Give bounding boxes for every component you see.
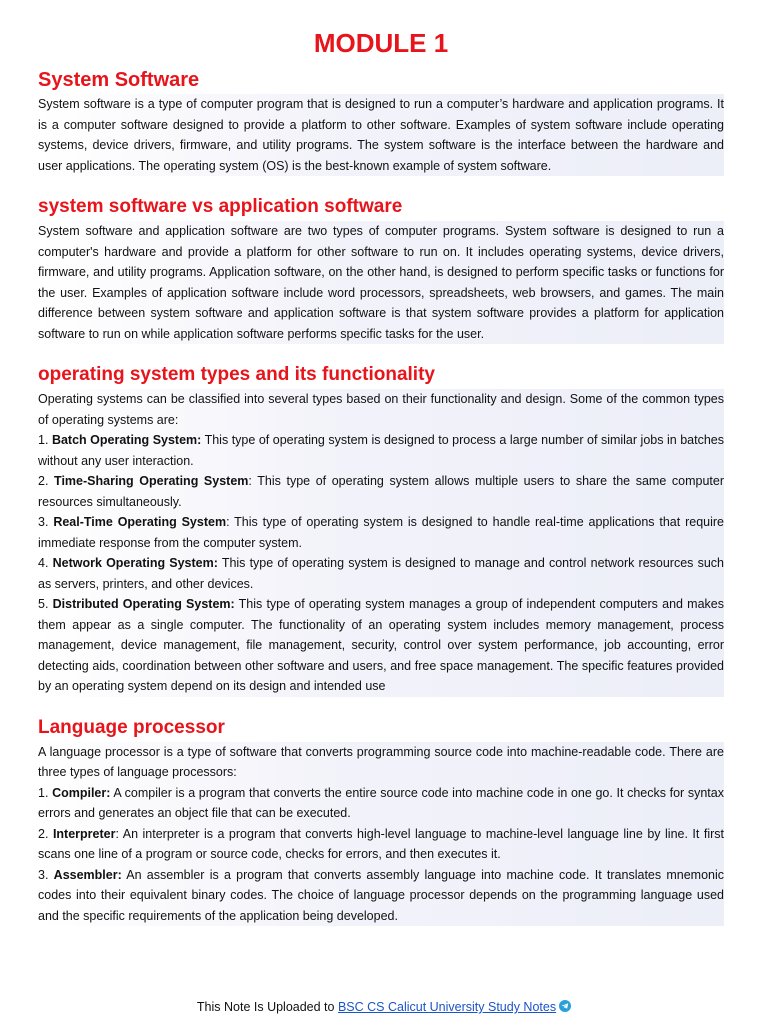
section-language-processor [38,714,724,927]
list-item: 1. Compiler: A compiler is a program that converts the entire source code into machine code in one go. It checks for syntax errors and generates an object file that can be executed. [38,783,724,824]
section-intro: Operating systems can be classified into several types based on their functionality and design. Some of the common types of operating systems are: [38,389,724,430]
list-item: 2. Time-Sharing Operating System: This type of operating system allows multiple users to share the same computer resources simultaneously. [38,471,724,512]
section-heading: system software vs application software [38,196,403,217]
document-page [38,26,724,926]
section-system-software [38,66,724,176]
page-title: MODULE 1 [313,28,449,58]
section-paragraph: System software and application software are two types of computer programs. System software is designed to run a computer's hardware and provide a platform for other software to run on. It includes operating systems, device drivers, firmware, and utility programs. Application software, on the other hand, is designed to perform specific tasks or functions for the user. Examples of application software include word processors, spreadsheets, web browsers, and games. The main difference between system software and application software is that system software provides a platform for application software to run on while application software performs specific tasks for the user. [38,221,724,344]
list-item: 2. Interpreter: An interpreter is a program that converts high-level language to machine-level language line by line. It first scans one line of a program or source code, checks for errors, and then executes it. [38,824,724,865]
section-heading: operating system types and its functionality [38,364,435,385]
section-heading: Language processor [38,716,225,738]
footer-note [0,998,768,1016]
section-os-types [38,361,724,697]
list-item: 4. Network Operating System: This type of operating system is designed to manage and control network resources such as servers, printers, and other devices. [38,553,724,594]
section-heading: System Software [38,69,200,91]
list-item: 3. Real-Time Operating System: This type of operating system is designed to handle real-time applications that require immediate response from the computer system. [38,512,724,553]
telegram-icon[interactable] [559,1000,571,1012]
list-item: 1. Batch Operating System: This type of operating system is designed to process a large number of similar jobs in batches without any user interaction. [38,430,724,471]
section-intro: A language processor is a type of software that converts programming source code into machine-readable code. There are three types of language processors: [38,742,724,783]
section-system-vs-application [38,193,724,344]
list-item: 5. Distributed Operating System: This type of operating system manages a group of independent computers and makes them appear as a single computer. The functionality of an operating system includes memory management, process management, device management, file management, security, control over system performance, job accounting, error detecting aids, coordination between other software and users, and free space management. The specific features provided by an operating system depend on its design and intended use [38,594,724,697]
section-paragraph: System software is a type of computer program that is designed to run a computer’s hardware and application programs. It is a computer software designed to provide a platform to other software. Examples of system software include operating systems, device drivers, firmware, and utility programs. The system software is the interface between the hardware and user applications. The operating system (OS) is the best-known example of system software. [38,94,724,176]
footer-prefix: This Note Is Uploaded to [196,1000,338,1014]
list-item: 3. Assembler: An assembler is a program that converts assembly language into machine code. It translates mnemonic codes into their equivalent binary codes. The choice of language processor depends on the programming language used and the specific requirements of the application being developed. [38,865,724,927]
study-notes-link[interactable]: BSC CS Calicut University Study Notes [337,1000,557,1014]
